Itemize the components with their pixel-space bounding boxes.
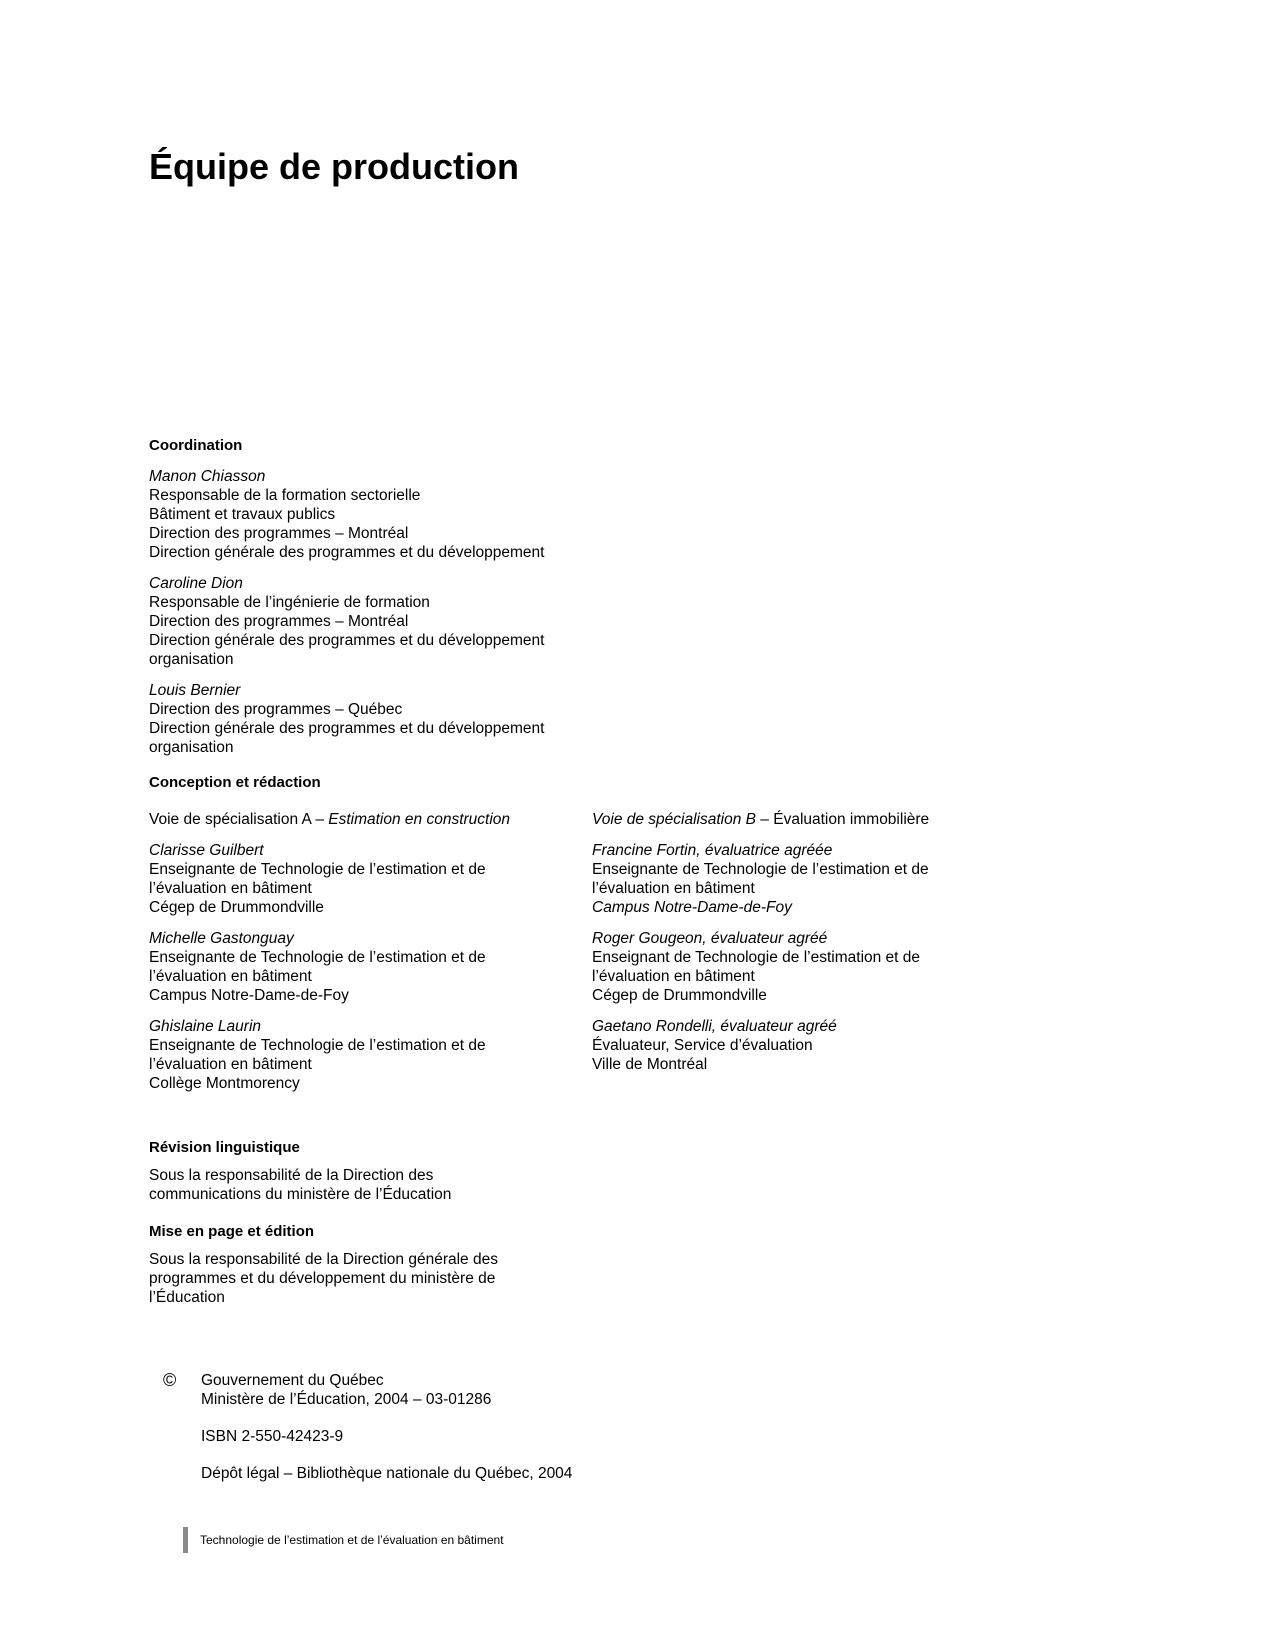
person-role: Direction générale des programmes et du développement bbox=[149, 632, 545, 649]
person-role: organisation bbox=[149, 651, 234, 668]
person-name: Francine Fortin, évaluatrice agréée bbox=[592, 842, 833, 859]
person-entry bbox=[149, 574, 1149, 669]
person-entry bbox=[149, 841, 592, 917]
person-name: Michelle Gastonguay bbox=[149, 930, 294, 947]
conception-section bbox=[149, 773, 1149, 1105]
revision-section bbox=[149, 1138, 1149, 1204]
person-name: Clarisse Guilbert bbox=[149, 842, 264, 859]
copyright-text bbox=[201, 1371, 801, 1501]
person-role: Direction générale des programmes et du développement bbox=[149, 544, 545, 561]
person-role: Enseignante de Technologie de l’estimation et de bbox=[149, 1037, 486, 1054]
person-role: l’évaluation en bâtiment bbox=[149, 880, 312, 897]
person-role: Enseignante de Technologie de l’estimation et de bbox=[149, 949, 486, 966]
text-line: Sous la responsabilité de la Direction générale des bbox=[149, 1251, 498, 1268]
layout-section bbox=[149, 1222, 1149, 1307]
section-heading: Conception et rédaction bbox=[149, 774, 321, 791]
person-name: Roger Gougeon, évaluateur agréé bbox=[592, 930, 828, 947]
person-entry bbox=[149, 681, 1149, 757]
isbn: ISBN 2-550-42423-9 bbox=[201, 1428, 344, 1445]
legal-deposit: Dépôt légal – Bibliothèque nationale du Québec, 2004 bbox=[201, 1465, 573, 1482]
person-role: Cégep de Drummondville bbox=[149, 899, 324, 916]
person-role: l’évaluation en bâtiment bbox=[149, 968, 312, 985]
spec-heading-emphasis: Voie de spécialisation B bbox=[592, 811, 756, 828]
person-role: Direction des programmes – Montréal bbox=[149, 613, 409, 630]
person-name: Louis Bernier bbox=[149, 682, 241, 699]
spec-heading-suffix: – Évaluation immobilière bbox=[756, 811, 930, 828]
specialisation-b-heading bbox=[592, 810, 992, 829]
specialisation-b-column bbox=[592, 804, 992, 1105]
person-role: Enseignante de Technologie de l’estimation et de bbox=[592, 861, 929, 878]
person-role: organisation bbox=[149, 739, 234, 756]
footer-text: Technologie de l’estimation et de l’évaluation en bâtiment bbox=[200, 1533, 504, 1547]
person-role: Cégep de Drummondville bbox=[592, 987, 767, 1004]
person-role: Collège Montmorency bbox=[149, 1075, 300, 1092]
person-role: Direction générale des programmes et du développement bbox=[149, 720, 545, 737]
person-name: Ghislaine Laurin bbox=[149, 1018, 262, 1035]
specialisation-columns bbox=[149, 804, 1149, 1105]
person-name: Gaetano Rondelli, évaluateur agréé bbox=[592, 1018, 837, 1035]
text-line: Sous la responsabilité de la Direction des bbox=[149, 1167, 434, 1184]
section-text bbox=[149, 1250, 1149, 1307]
page-title: Équipe de production bbox=[149, 146, 519, 187]
text-line: communications du ministère de l’Éducation bbox=[149, 1186, 452, 1203]
section-text bbox=[149, 1166, 1149, 1204]
person-role: l’évaluation en bâtiment bbox=[149, 1056, 312, 1073]
section-heading: Coordination bbox=[149, 437, 243, 454]
person-entry bbox=[149, 467, 1149, 562]
person-role: Direction des programmes – Québec bbox=[149, 701, 403, 718]
person-entry bbox=[592, 1017, 992, 1074]
specialisation-a-column bbox=[149, 804, 592, 1105]
person-role: l’évaluation en bâtiment bbox=[592, 968, 755, 985]
specialisation-a-heading bbox=[149, 810, 592, 829]
person-entry bbox=[149, 929, 592, 1005]
credits-body bbox=[149, 436, 1149, 1319]
person-entry bbox=[592, 929, 992, 1005]
person-role: Bâtiment et travaux publics bbox=[149, 506, 336, 523]
person-role: Responsable de la formation sectorielle bbox=[149, 487, 421, 504]
spec-heading-emphasis: Estimation en construction bbox=[328, 811, 511, 828]
person-role: Direction des programmes – Montréal bbox=[149, 525, 409, 542]
person-institution: Campus Notre-Dame-de-Foy bbox=[592, 899, 792, 916]
spec-heading-prefix: Voie de spécialisation A – bbox=[149, 811, 329, 828]
copyright-ministry: Ministère de l’Éducation, 2004 – 03-01286 bbox=[201, 1391, 492, 1408]
person-role: Campus Notre-Dame-de-Foy bbox=[149, 987, 349, 1004]
person-entry bbox=[592, 841, 992, 917]
person-role: l’évaluation en bâtiment bbox=[592, 880, 755, 897]
copyright-owner: Gouvernement du Québec bbox=[201, 1372, 384, 1389]
text-line: l’Éducation bbox=[149, 1289, 225, 1306]
person-role: Enseignante de Technologie de l’estimation et de bbox=[149, 861, 486, 878]
person-name: Caroline Dion bbox=[149, 575, 243, 592]
person-name: Manon Chiasson bbox=[149, 468, 266, 485]
coordination-section bbox=[149, 436, 1149, 757]
person-role: Enseignant de Technologie de l’estimation et de bbox=[592, 949, 921, 966]
section-heading: Révision linguistique bbox=[149, 1139, 300, 1156]
person-role: Responsable de l’ingénierie de formation bbox=[149, 594, 430, 611]
footer-bar bbox=[183, 1527, 188, 1553]
person-entry bbox=[149, 1017, 592, 1093]
text-line: programmes et du développement du ministère de bbox=[149, 1270, 496, 1287]
person-role: Évaluateur, Service d’évaluation bbox=[592, 1037, 813, 1054]
person-role: Ville de Montréal bbox=[592, 1056, 708, 1073]
section-heading: Mise en page et édition bbox=[149, 1223, 315, 1240]
copyright-symbol: © bbox=[163, 1370, 177, 1390]
